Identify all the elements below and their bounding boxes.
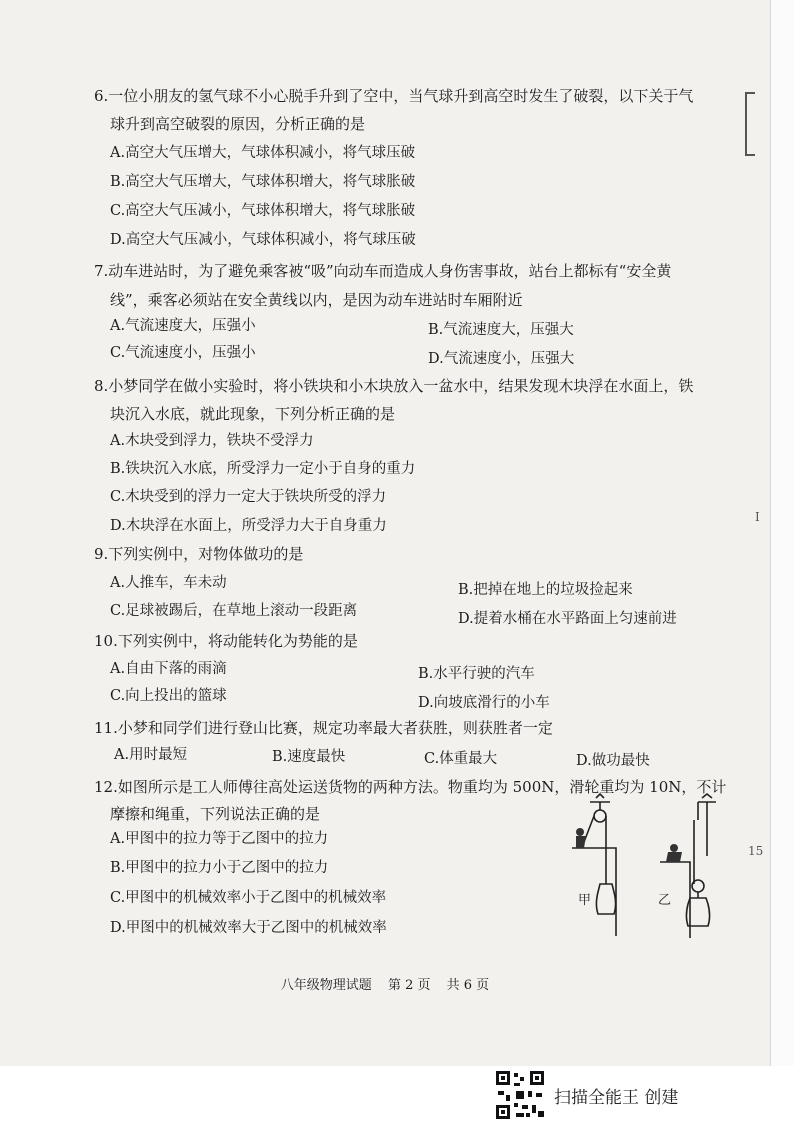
question-12-option-b: B.甲图中的拉力小于乙图中的拉力 — [110, 860, 329, 876]
camscanner-watermark — [496, 1071, 678, 1119]
question-8-option-b: B.铁块沉入水底，所受浮力一定小于自身的重力 — [110, 461, 416, 477]
question-9-option-a: A.人推车，车未动 — [110, 575, 227, 591]
question-12-option-a: A.甲图中的拉力等于乙图中的拉力 — [110, 831, 329, 847]
edge-bracket-mark — [745, 92, 755, 156]
watermark-text: 扫描全能王 创建 — [554, 1087, 679, 1108]
question-6-option-b: B.高空大气压增大，气球体积增大，将气球胀破 — [110, 174, 416, 190]
question-11-option-a: A.用时最短 — [114, 747, 188, 763]
question-8-option-c: C.木块受到的浮力一定大于铁块所受的浮力 — [110, 489, 387, 505]
question-7-line-2: 线”，乘客必须站在安全黄线以内，是因为动车进站时车厢附近 — [110, 291, 523, 309]
question-10-line-1: 10.下列实例中，将动能转化为势能的是 — [94, 632, 358, 650]
footer-total: 共 6 页 — [446, 978, 490, 993]
question-12-option-d: D.甲图中的机械效率大于乙图中的机械效率 — [110, 920, 387, 936]
question-12-line-2: 摩擦和绳重，下列说法正确的是 — [110, 805, 321, 823]
question-6-option-d: D.高空大气压减小，气球体积减小，将气球压破 — [110, 232, 416, 248]
question-10-option-a: A.自由下落的雨滴 — [110, 661, 227, 677]
question-9-line-1: 9.下列实例中，对物体做功的是 — [94, 545, 304, 563]
question-12-line-1: 12.如图所示是工人师傅往高处运送货物的两种方法。物重均为 500N，滑轮重均为 10N，不计 — [94, 778, 727, 796]
question-8-option-a: A.木块受到浮力，铁块不受浮力 — [110, 433, 314, 449]
pulley-figure — [570, 786, 730, 938]
page-footer — [0, 974, 770, 993]
figure-label-yi: 乙 — [658, 893, 672, 908]
question-8-option-d: D.木块浮在水面上，所受浮力大于自身重力 — [110, 518, 387, 534]
edge-mark-15: 15 — [748, 844, 764, 858]
question-6-option-c: C.高空大气压减小，气球体积增大，将气球胀破 — [110, 203, 416, 219]
question-10-option-d: D.向坡底滑行的小车 — [418, 695, 550, 711]
question-7-option-a: A.气流速度大，压强小 — [110, 318, 256, 334]
question-7-option-d: D.气流速度小，压强大 — [428, 351, 575, 367]
qr-code-icon — [496, 1071, 544, 1119]
question-9-option-b: B.把掉在地上的垃圾捡起来 — [458, 582, 633, 598]
question-6-option-a: A.高空大气压增大，气球体积减小，将气球压破 — [110, 145, 416, 161]
question-11-option-b: B.速度最快 — [272, 749, 346, 765]
question-9-option-d: D.提着水桶在水平路面上匀速前进 — [458, 611, 677, 627]
question-12-option-c: C.甲图中的机械效率小于乙图中的机械效率 — [110, 890, 387, 906]
question-6-line-2: 球升到高空破裂的原因，分析正确的是 — [110, 115, 366, 133]
question-11-line-1: 11.小梦和同学们进行登山比赛，规定功率最大者获胜，则获胜者一定 — [94, 719, 553, 737]
question-7-line-1: 7.动车进站时，为了避免乘客被“吸”向动车而造成人身伤害事故，站台上都标有“安全黄 — [94, 262, 672, 280]
question-10-option-c: C.向上投出的篮球 — [110, 688, 227, 704]
question-10-option-b: B.水平行驶的汽车 — [418, 666, 535, 682]
page-edge — [770, 0, 794, 1066]
question-8-line-2: 块沉入水底，就此现象，下列分析正确的是 — [110, 405, 396, 423]
question-11-option-d: D.做功最快 — [576, 753, 650, 769]
question-8-line-1: 8.小梦同学在做小实验时，将小铁块和小木块放入一盆水中，结果发现木块浮在水面上，铁 — [94, 377, 694, 395]
question-11-option-c: C.体重最大 — [424, 751, 498, 767]
question-6-line-1: 6.一位小朋友的氢气球不小心脱手升到了空中，当气球升到高空时发生了破裂，以下关于气 — [94, 87, 694, 105]
footer-title: 八年级物理试题 — [280, 978, 372, 993]
question-9-option-c: C.足球被踢后，在草地上滚动一段距离 — [110, 603, 358, 619]
footer-page: 第 2 页 — [387, 978, 431, 993]
edge-mark: I — [755, 510, 760, 524]
figure-label-jia: 甲 — [578, 893, 592, 908]
question-7-option-c: C.气流速度小，压强小 — [110, 345, 256, 361]
question-7-option-b: B.气流速度大，压强大 — [428, 322, 574, 338]
